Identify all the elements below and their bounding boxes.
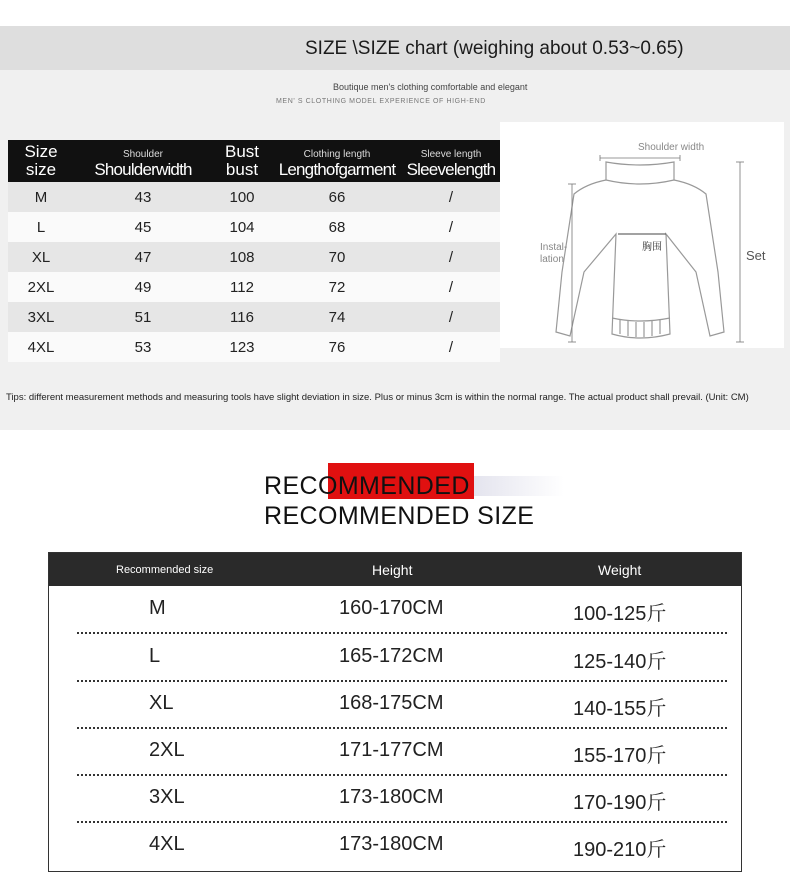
rec-weight-cell: 140-155斤 [573, 698, 667, 720]
size-chart-panel [0, 26, 790, 430]
size-row [8, 332, 500, 362]
header-size: Size size [8, 140, 74, 182]
recommended-row [49, 729, 741, 776]
rec-height-cell: 160-170CM [339, 597, 444, 619]
length-cell: 66 [272, 182, 402, 212]
recommended-row [49, 635, 741, 682]
dotted-divider [77, 632, 727, 634]
shoulder-width-label: Shoulder width [638, 142, 705, 153]
title-band [0, 26, 790, 70]
header-length: Clothing length Lengthofgarment [272, 140, 402, 182]
rec-weight-cell: 190-210斤 [573, 839, 667, 861]
rec-height-cell: 168-175CM [339, 692, 444, 714]
recommended-table [48, 552, 742, 872]
set-label: Set [746, 248, 766, 263]
rec-size-cell: XL [149, 692, 174, 714]
bust-cell: 116 [212, 302, 272, 332]
rec-size-cell: L [149, 645, 161, 667]
size-table-header [8, 140, 500, 182]
recommended-size-title: RECOMMENDED SIZE [264, 502, 535, 530]
recommended-row [49, 682, 741, 729]
length-cell: 70 [272, 242, 402, 272]
size-row [8, 182, 500, 212]
rec-weight-cell: 170-190斤 [573, 792, 667, 814]
size-cell: 4XL [8, 332, 74, 362]
size-row [8, 242, 500, 272]
header-weight: Weight [598, 562, 642, 578]
size-cell: XL [8, 242, 74, 272]
recommended-fade [474, 476, 564, 496]
length-cell: 76 [272, 332, 402, 362]
rec-height-cell: 165-172CM [339, 645, 444, 667]
header-bust: Bust bust [212, 140, 272, 182]
length-cell: 74 [272, 302, 402, 332]
rec-size-cell: 2XL [149, 739, 185, 761]
size-cell: 2XL [8, 272, 74, 302]
shoulder-cell: 53 [74, 332, 212, 362]
recommended-row [49, 776, 741, 823]
rec-weight-cell: 125-140斤 [573, 651, 667, 673]
sleeve-cell: / [402, 332, 500, 362]
rec-weight-cell: 155-170斤 [573, 745, 667, 767]
sleeve-cell: / [402, 182, 500, 212]
sleeve-cell: / [402, 272, 500, 302]
recommended-title: RECOMMENDED [264, 472, 470, 500]
shoulder-cell: 43 [74, 182, 212, 212]
rec-height-cell: 173-180CM [339, 833, 444, 855]
rec-height-cell: 171-177CM [339, 739, 444, 761]
shoulder-cell: 51 [74, 302, 212, 332]
bust-cell: 123 [212, 332, 272, 362]
installation-label-2: lation [540, 254, 564, 265]
recommended-row [49, 823, 741, 870]
length-cell: 68 [272, 212, 402, 242]
bust-cell: 112 [212, 272, 272, 302]
header-sleeve: Sleeve length Sleevelength [402, 140, 500, 182]
bust-cell: 100 [212, 182, 272, 212]
recommended-table-header [49, 553, 741, 586]
header-shoulder: Shoulder Shoulderwidth [74, 140, 212, 182]
rec-size-cell: 4XL [149, 833, 185, 855]
installation-label-1: Instal- [540, 242, 568, 253]
bust-cell: 108 [212, 242, 272, 272]
sleeve-cell: / [402, 302, 500, 332]
tagline: Boutique men's clothing comfortable and elegant [333, 82, 528, 92]
size-cell: L [8, 212, 74, 242]
rec-weight-cell: 100-125斤 [573, 603, 667, 625]
recommended-row [49, 587, 741, 634]
rec-size-cell: M [149, 597, 166, 619]
sleeve-cell: / [402, 212, 500, 242]
bust-cell: 104 [212, 212, 272, 242]
size-row [8, 272, 500, 302]
header-height: Height [372, 562, 413, 578]
tagline-sub: MEN' S CLOTHING MODEL EXPERIENCE OF HIGH-END [276, 98, 486, 105]
header-recommended-size: Recommended size [116, 564, 214, 576]
sleeve-cell: / [402, 242, 500, 272]
shoulder-cell: 49 [74, 272, 212, 302]
size-cell: 3XL [8, 302, 74, 332]
shoulder-cell: 45 [74, 212, 212, 242]
measurement-figure [500, 122, 784, 348]
size-cell: M [8, 182, 74, 212]
size-table [8, 140, 500, 362]
size-row [8, 302, 500, 332]
rec-size-cell: 3XL [149, 786, 185, 808]
shoulder-cell: 47 [74, 242, 212, 272]
tips-text: Tips: different measurement methods and measuring tools have slight deviation in size. Plus or minus 3cm is within the normal range. The actual product shall prevail. (Unit: CM) [6, 392, 749, 403]
page-title: SIZE \SIZE chart (weighing about 0.53~0.65) [305, 38, 684, 59]
rec-height-cell: 173-180CM [339, 786, 444, 808]
sweater-outline-icon [500, 122, 784, 348]
length-cell: 72 [272, 272, 402, 302]
chest-label: 胸围 [642, 242, 662, 253]
size-row [8, 212, 500, 242]
